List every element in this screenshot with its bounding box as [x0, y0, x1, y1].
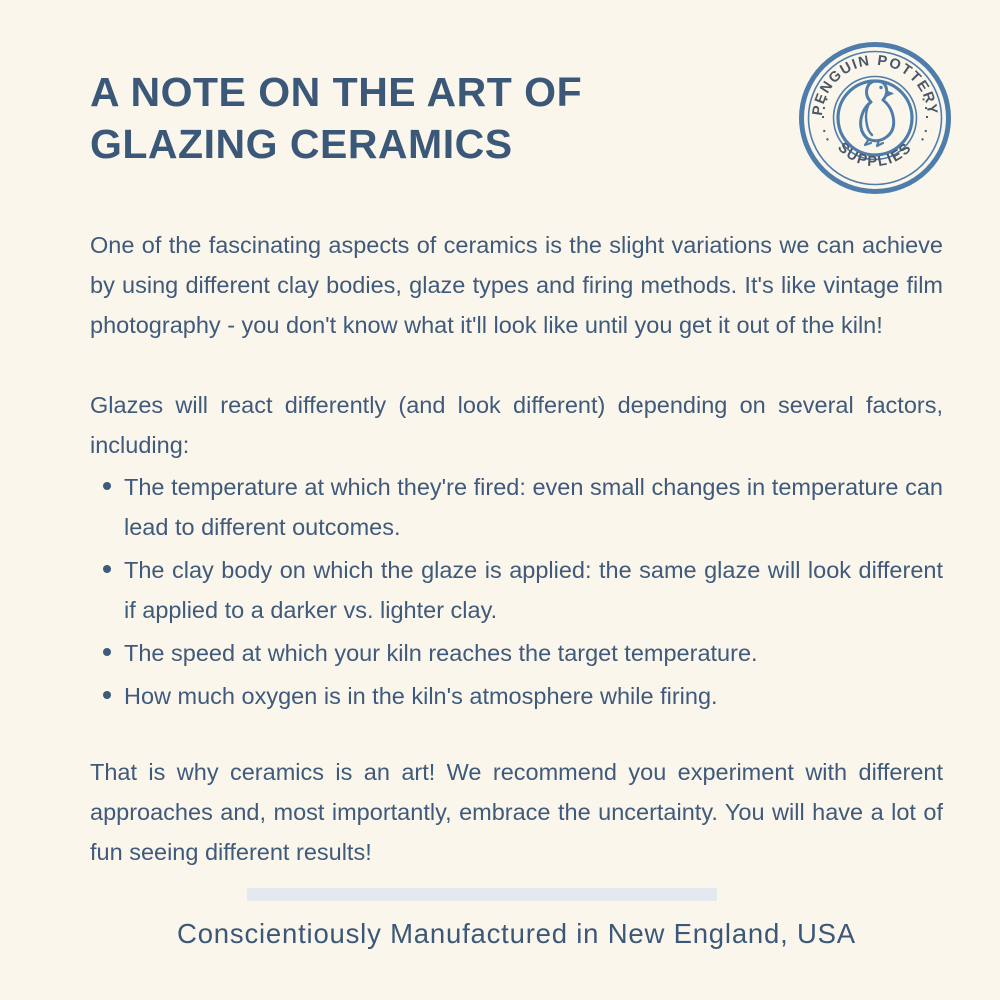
list-item — [103, 633, 943, 673]
list-item-text: The clay body on which the glaze is applied: the same glaze will look different if applied to a darker vs. lighter clay. — [124, 557, 943, 623]
svg-text:SUPPLIES — [834, 140, 915, 171]
list-item — [103, 676, 943, 716]
factors-list — [103, 467, 943, 716]
header — [90, 52, 943, 171]
page-title-line2: GLAZING CERAMICS — [90, 121, 513, 167]
paragraph-intro: One of the fascinating aspects of ceramics is the slight variations we can achieve by using different clay bodies, glaze types and firing methods. It's like vintage film photography - you don't know what it'll look like until you get it out of the kiln! — [90, 232, 943, 338]
bullet-dot — [103, 648, 111, 656]
penguin-pottery-badge-icon — [797, 40, 953, 196]
list-item-text: The speed at which your kiln reaches the target temperature. — [124, 640, 758, 666]
brand-logo — [797, 40, 953, 196]
divider-bar — [247, 888, 717, 901]
paragraph-factors: Glazes will react differently (and look different) depending on several factors, including: — [90, 392, 943, 458]
list-item — [103, 550, 943, 630]
logo-arc-top-text: PENGUIN POTTERY — [809, 52, 941, 117]
list-item — [103, 467, 943, 547]
content — [90, 225, 943, 872]
bullet-dot — [103, 565, 111, 573]
penguin-icon — [861, 81, 894, 146]
footer-text: Conscientiously Manufactured in New England, USA — [177, 918, 856, 949]
paragraph-conclusion: That is why ceramics is an art! We recommend you experiment with different approaches and, most importantly, embrace the uncertainty. You will have a lot of fun seeing different results! — [90, 759, 943, 865]
page-title-line1: A NOTE ON THE ART OF — [90, 69, 583, 115]
bullet-dot — [103, 691, 111, 699]
bullet-dot — [103, 482, 111, 490]
logo-arc-bottom-text: SUPPLIES — [834, 139, 916, 171]
footer — [90, 888, 943, 950]
list-item-text: The temperature at which they're fired: even small changes in temperature can lead to different outcomes. — [124, 474, 943, 540]
list-item-text: How much oxygen is in the kiln's atmosphere while firing. — [124, 683, 718, 709]
